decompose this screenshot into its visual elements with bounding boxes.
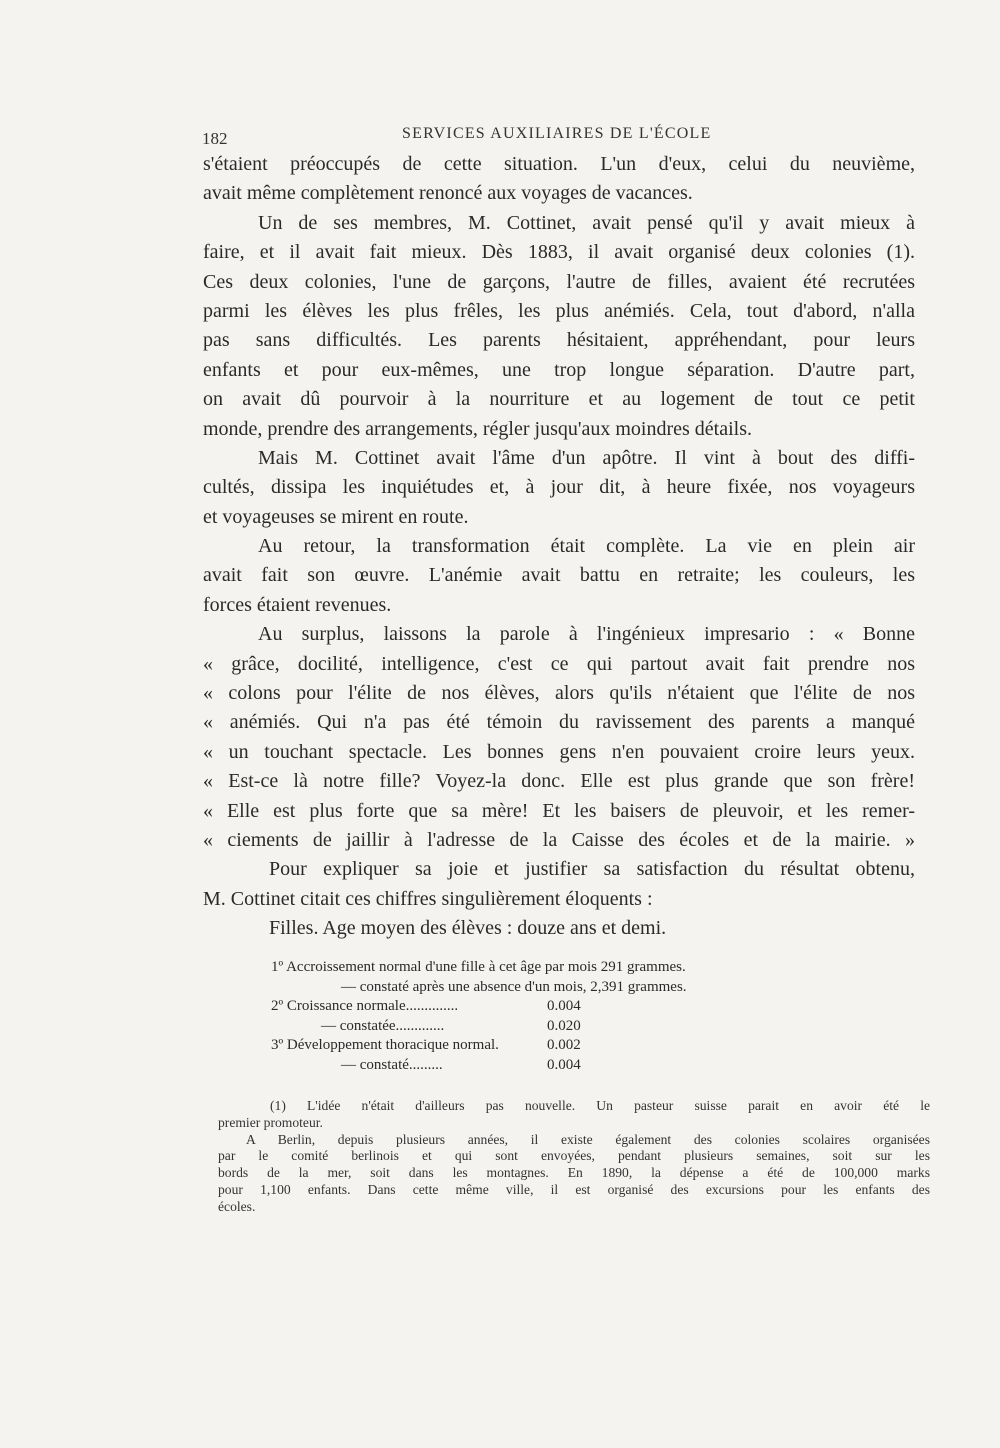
text-line: parmi les élèves les plus frêles, les plus anémiés. Cela, tout d'abord, n'alla bbox=[203, 299, 915, 322]
stat-row bbox=[271, 1036, 831, 1056]
stat-row bbox=[271, 958, 831, 978]
text-line: Au retour, la transformation était complète. La vie en plein air bbox=[258, 535, 915, 558]
text-line: Pour expliquer sa joie et justifier sa satisfaction du résultat obtenu, bbox=[269, 858, 915, 881]
text-line: on avait dû pourvoir à la nourriture et au logement de tout ce petit bbox=[203, 388, 915, 411]
footnote-line: écoles. bbox=[218, 1198, 256, 1214]
quote-line: « un touchant spectacle. Les bonnes gens n'en pouvaient croire leurs yeux. bbox=[203, 740, 915, 763]
text-line: et voyageuses se mirent en route. bbox=[203, 505, 469, 528]
stat-label: 1º Accroissement normal d'une fille à cet âge par mois 291 grammes. bbox=[271, 959, 686, 975]
stat-label: 3º Développement thoracique normal. bbox=[271, 1037, 499, 1053]
text-line: cultés, dissipa les inquiétudes et, à jour dit, à heure fixée, nos voyageurs bbox=[203, 476, 915, 499]
stat-label: — constaté......... bbox=[341, 1056, 443, 1073]
stat-row bbox=[271, 997, 831, 1017]
text-line: Mais M. Cottinet avait l'âme d'un apôtre. Il vint à bout des diffi- bbox=[258, 446, 915, 469]
quote-line: « grâce, docilité, intelligence, c'est ce qui partout avait fait prendre nos bbox=[203, 652, 915, 675]
stat-label: 2º Croissance normale.............. bbox=[271, 998, 459, 1014]
stat-label: — constaté après une absence d'un mois, 2,391 grammes. bbox=[341, 978, 687, 995]
footnote-line: par le comité berlinois et qui sont envoyées, pendant plusieurs semaines, soit sur les bbox=[218, 1148, 930, 1164]
main-text bbox=[203, 150, 915, 944]
text-line: pas sans difficultés. Les parents hésitaient, appréhendant, pour leurs bbox=[203, 329, 915, 352]
statistics-table bbox=[271, 958, 831, 1075]
stat-row bbox=[271, 1056, 831, 1076]
text-line: Filles. Age moyen des élèves : douze ans et demi. bbox=[269, 917, 667, 940]
page-number: 182 bbox=[202, 129, 228, 148]
stat-row bbox=[271, 978, 831, 998]
text-line: monde, prendre des arrangements, régler jusqu'aux moindres détails. bbox=[203, 417, 752, 440]
text-line: avait fait son œuvre. L'anémie avait battu en retraite; les couleurs, les bbox=[203, 564, 915, 587]
text-line: Un de ses membres, M. Cottinet, avait pensé qu'il y avait mieux à bbox=[258, 211, 915, 234]
footnote-line: A Berlin, depuis plusieurs années, il existe également des colonies scolaires organisées bbox=[246, 1131, 930, 1147]
footnote-line: (1) L'idée n'était d'ailleurs pas nouvelle. Un pasteur suisse parait en avoir été le bbox=[270, 1098, 930, 1113]
stat-row bbox=[271, 1017, 831, 1037]
footnote bbox=[218, 1098, 930, 1216]
running-title: SERVICES AUXILIAIRES DE L'ÉCOLE bbox=[402, 125, 712, 142]
stat-value: 0.002 bbox=[547, 1037, 581, 1053]
text-line: enfants et pour eux-mêmes, une trop longue séparation. D'autre part, bbox=[203, 358, 915, 381]
stat-value: 0.004 bbox=[547, 998, 581, 1014]
quote-line: « colons pour l'élite de nos élèves, alors qu'ils n'étaient que l'élite de nos bbox=[203, 682, 915, 705]
footnote-line: pour 1,100 enfants. Dans cette même ville, il est organisé des excursions pour les enfants des bbox=[218, 1181, 930, 1197]
text-line: forces étaient revenues. bbox=[203, 593, 392, 616]
quote-line: « ciements de jaillir à l'adresse de la Caisse des écoles et de la mairie. » bbox=[203, 828, 915, 851]
quote-line: « anémiés. Qui n'a pas été témoin du ravissement des parents a manqué bbox=[203, 711, 915, 734]
text-line: Ces deux colonies, l'une de garçons, l'autre de filles, avaient été recrutées bbox=[203, 270, 915, 293]
footnote-line: bords de la mer, soit dans les montagnes. En 1890, la dépense a été de 100,000 marks bbox=[218, 1165, 930, 1181]
text-line: M. Cottinet citait ces chiffres singulièrement éloquents : bbox=[203, 887, 653, 910]
footnote-line: premier promoteur. bbox=[218, 1114, 323, 1130]
quote-line: « Elle est plus forte que sa mère! Et les baisers de pleuvoir, et les remer- bbox=[203, 799, 915, 822]
stat-value: 0.004 bbox=[547, 1056, 581, 1073]
stat-value: 0.020 bbox=[547, 1017, 581, 1034]
text-line: avait même complètement renoncé aux voyages de vacances. bbox=[203, 182, 693, 205]
text-line: s'étaient préoccupés de cette situation. L'un d'eux, celui du neuvième, bbox=[203, 153, 915, 175]
text-line: Au surplus, laissons la parole à l'ingénieux impresario : « Bonne bbox=[258, 623, 915, 646]
quote-line: « Est-ce là notre fille? Voyez-la donc. Elle est plus grande que son frère! bbox=[203, 770, 915, 793]
text-line: faire, et il avait fait mieux. Dès 1883, il avait organisé deux colonies (1). bbox=[203, 241, 915, 264]
stat-label: — constatée............. bbox=[321, 1017, 445, 1034]
